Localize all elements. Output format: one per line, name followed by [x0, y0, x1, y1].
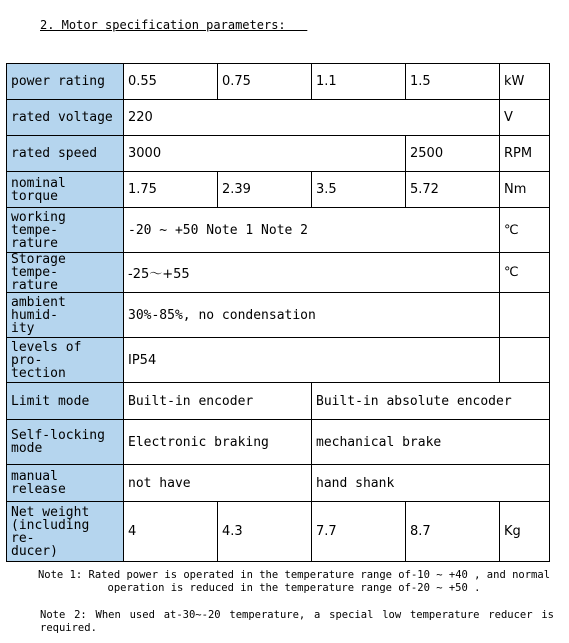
working-temperature-unit: ℃	[500, 208, 550, 253]
power-rating-value-4: 1.5	[406, 64, 500, 100]
protection-label: levels of pro- tection	[7, 338, 124, 383]
power-rating-value-3: 1.1	[312, 64, 406, 100]
rated-speed-unit: RPM	[500, 136, 550, 172]
working-temperature-value: -20 ~ +50 Note 1 Note 2	[124, 208, 500, 253]
working-temperature-label: working tempe- rature	[7, 208, 124, 253]
nominal-torque-row	[7, 172, 550, 208]
motor-spec-table	[6, 63, 550, 562]
rated-speed-value-2: 2500	[406, 136, 500, 172]
self-locking-value-1: Electronic braking	[124, 420, 312, 465]
net-weight-row	[7, 502, 550, 562]
self-locking-row	[7, 420, 550, 465]
self-locking-label: Self-locking mode	[7, 420, 124, 465]
manual-release-value-1: not have	[124, 465, 312, 502]
power-rating-unit: kW	[500, 64, 550, 100]
ambient-humidity-label: ambient humid- ity	[7, 293, 124, 338]
ambient-humidity-unit	[500, 293, 550, 338]
power-rating-row	[7, 64, 550, 100]
manual-release-value-2: hand shank	[312, 465, 550, 502]
manual-release-label: manual release	[7, 465, 124, 502]
protection-value: IP54	[124, 338, 500, 383]
rated-speed-value-1: 3000	[124, 136, 406, 172]
limit-mode-value-2: Built-in absolute encoder	[312, 383, 550, 420]
net-weight-unit: Kg	[500, 502, 550, 562]
net-weight-label: Net weight (including re- ducer)	[7, 502, 124, 562]
net-weight-value-2: 4.3	[218, 502, 312, 562]
rated-speed-label: rated speed	[7, 136, 124, 172]
nominal-torque-value-2: 2.39	[218, 172, 312, 208]
note-1: Note 1: Rated power is operated in the temperature range of-10 ~ +40 , and normal operation is reduced in the temperature range of-20 ~ +50 .	[37, 569, 551, 594]
protection-unit	[500, 338, 550, 383]
section-heading: 2. Motor specification parameters:	[40, 18, 308, 32]
self-locking-value-2: mechanical brake	[312, 420, 550, 465]
storage-temperature-value: -25～+55	[124, 253, 500, 293]
ambient-humidity-row	[7, 293, 550, 338]
notes-section	[34, 569, 554, 635]
manual-release-row	[7, 465, 550, 502]
note-2: Note 2: When used at-30~-20 temperature, a special low temperature reducer is required.	[40, 609, 554, 634]
nominal-torque-label: nominal torque	[7, 172, 124, 208]
working-temperature-row	[7, 208, 550, 253]
rated-voltage-unit: V	[500, 100, 550, 136]
nominal-torque-unit: Nm	[500, 172, 550, 208]
net-weight-value-4: 8.7	[406, 502, 500, 562]
storage-temperature-unit: ℃	[500, 253, 550, 293]
power-rating-label: power rating	[7, 64, 124, 100]
rated-voltage-row	[7, 100, 550, 136]
storage-temperature-row	[7, 253, 550, 293]
power-rating-value-1: 0.55	[124, 64, 218, 100]
rated-speed-row	[7, 136, 550, 172]
net-weight-value-3: 7.7	[312, 502, 406, 562]
net-weight-value-1: 4	[124, 502, 218, 562]
nominal-torque-value-1: 1.75	[124, 172, 218, 208]
protection-row	[7, 338, 550, 383]
rated-voltage-label: rated voltage	[7, 100, 124, 136]
ambient-humidity-value: 30%-85%, no condensation	[124, 293, 500, 338]
rated-voltage-value: 220	[124, 100, 500, 136]
limit-mode-label: Limit mode	[7, 383, 124, 420]
storage-temperature-label: Storage tempe- rature	[7, 253, 124, 293]
nominal-torque-value-4: 5.72	[406, 172, 500, 208]
limit-mode-value-1: Built-in encoder	[124, 383, 312, 420]
power-rating-value-2: 0.75	[218, 64, 312, 100]
nominal-torque-value-3: 3.5	[312, 172, 406, 208]
limit-mode-row	[7, 383, 550, 420]
